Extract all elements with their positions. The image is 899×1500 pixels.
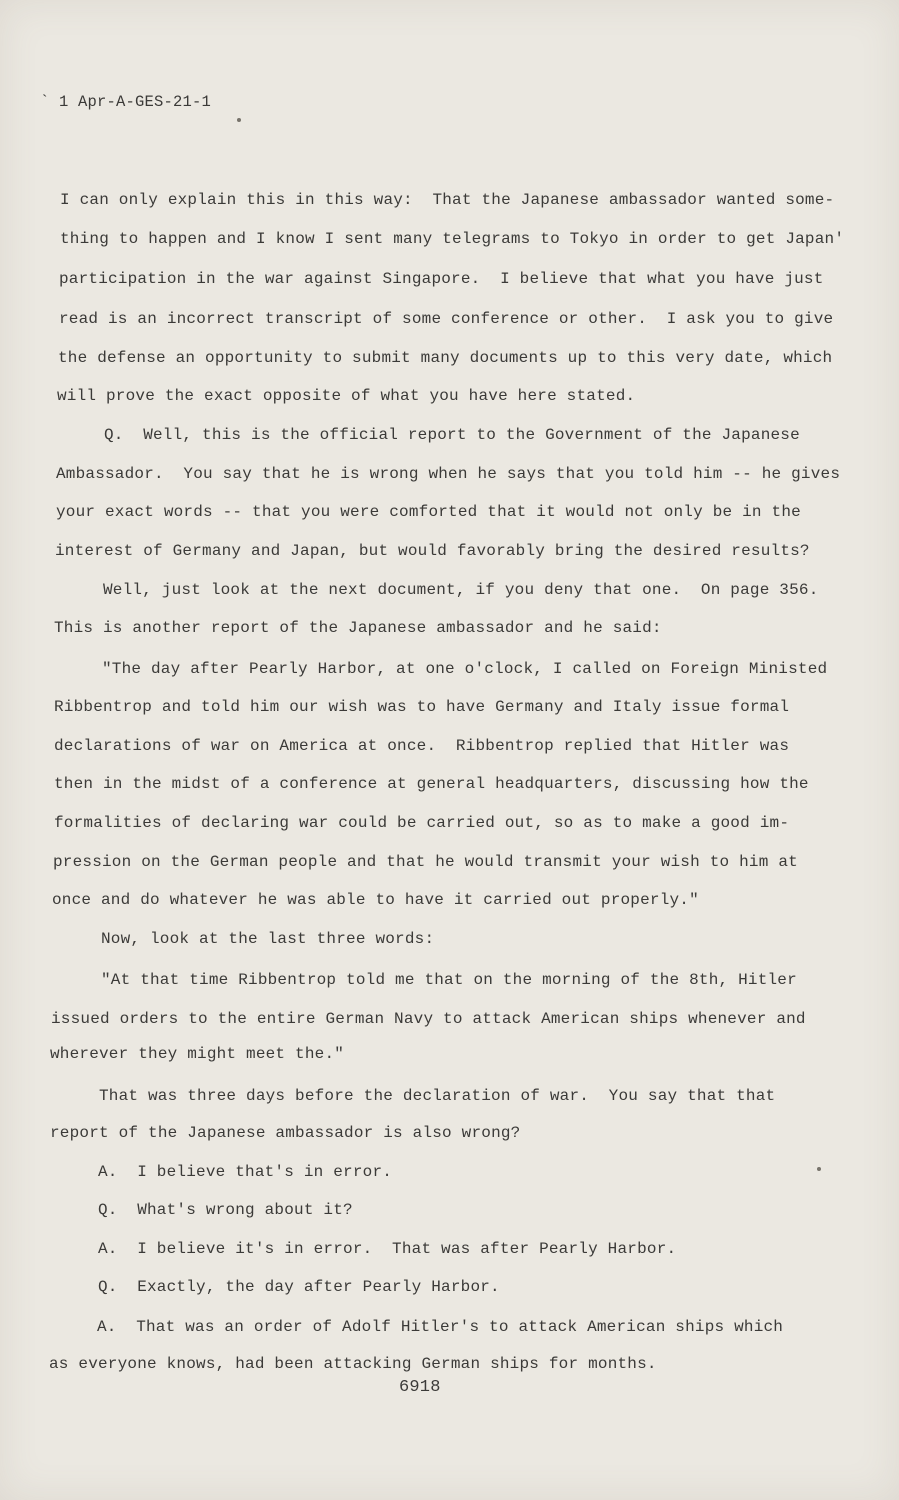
text-line-28: A. I believe it's in error. That was after Pearly Harbor. — [98, 1240, 677, 1258]
ink-speck — [817, 1167, 821, 1171]
text-line-14: Ribbentrop and told him our wish was to have Germany and Italy issue formal — [54, 698, 790, 716]
text-line-25: report of the Japanese ambassador is also wrong? — [50, 1124, 521, 1142]
text-line-9: your exact words -- that you were comforted that it would not only be in the — [56, 503, 801, 521]
text-line-27: Q. What's wrong about it? — [98, 1201, 353, 1219]
text-line-26: A. I believe that's in error. — [98, 1163, 393, 1181]
text-line-8: Ambassador. You say that he is wrong when he says that you told him -- he gives — [56, 465, 841, 483]
text-line-23: wherever they might meet the." — [50, 1045, 345, 1063]
text-line-5: the defense an opportunity to submit many documents up to this very date, which — [58, 349, 833, 367]
text-line-13: "The day after Pearly Harbor, at one o'clock, I called on Foreign Ministed — [102, 660, 828, 678]
text-line-2: thing to happen and I know I sent many telegrams to Tokyo in order to get Japan' — [60, 230, 845, 248]
text-line-24: That was three days before the declaration of war. You say that that — [99, 1087, 776, 1105]
text-line-11: Well, just look at the next document, if you deny that one. On page 356. — [103, 581, 819, 599]
text-line-31: as everyone knows, had been attacking German ships for months. — [49, 1355, 657, 1373]
text-line-18: pression on the German people and that he would transmit your wish to him at — [53, 853, 798, 871]
text-line-19: once and do whatever he was able to have it carried out properly." — [52, 891, 699, 909]
text-line-17: formalities of declaring war could be carried out, so as to make a good im- — [54, 814, 790, 832]
document-header: ` 1 Apr-A-GES-21-1 — [40, 93, 212, 111]
page-number: 6918 — [399, 1378, 441, 1397]
text-line-12: This is another report of the Japanese ambassador and he said: — [54, 619, 662, 637]
text-line-10: interest of Germany and Japan, but would favorably bring the desired results? — [55, 542, 810, 560]
text-line-6: will prove the exact opposite of what you have here stated. — [57, 387, 636, 405]
ink-speck — [237, 118, 241, 122]
text-line-22: issued orders to the entire German Navy to attack American ships whenever and — [51, 1010, 806, 1028]
text-line-1: I can only explain this in this way: That the Japanese ambassador wanted some- — [60, 191, 835, 209]
text-line-16: then in the midst of a conference at general headquarters, discussing how the — [54, 775, 809, 793]
text-line-20: Now, look at the last three words: — [101, 930, 435, 948]
text-line-3: participation in the war against Singapore. I believe that what you have just — [59, 270, 824, 288]
text-line-29: Q. Exactly, the day after Pearly Harbor. — [98, 1278, 500, 1296]
text-line-4: read is an incorrect transcript of some conference or other. I ask you to give — [59, 310, 834, 328]
text-line-30: A. That was an order of Adolf Hitler's to attack American ships which — [97, 1318, 784, 1336]
text-line-7: Q. Well, this is the official report to the Government of the Japanese — [104, 426, 800, 444]
text-line-21: "At that time Ribbentrop told me that on the morning of the 8th, Hitler — [101, 971, 797, 989]
text-line-15: declarations of war on America at once. Ribbentrop replied that Hitler was — [54, 737, 790, 755]
